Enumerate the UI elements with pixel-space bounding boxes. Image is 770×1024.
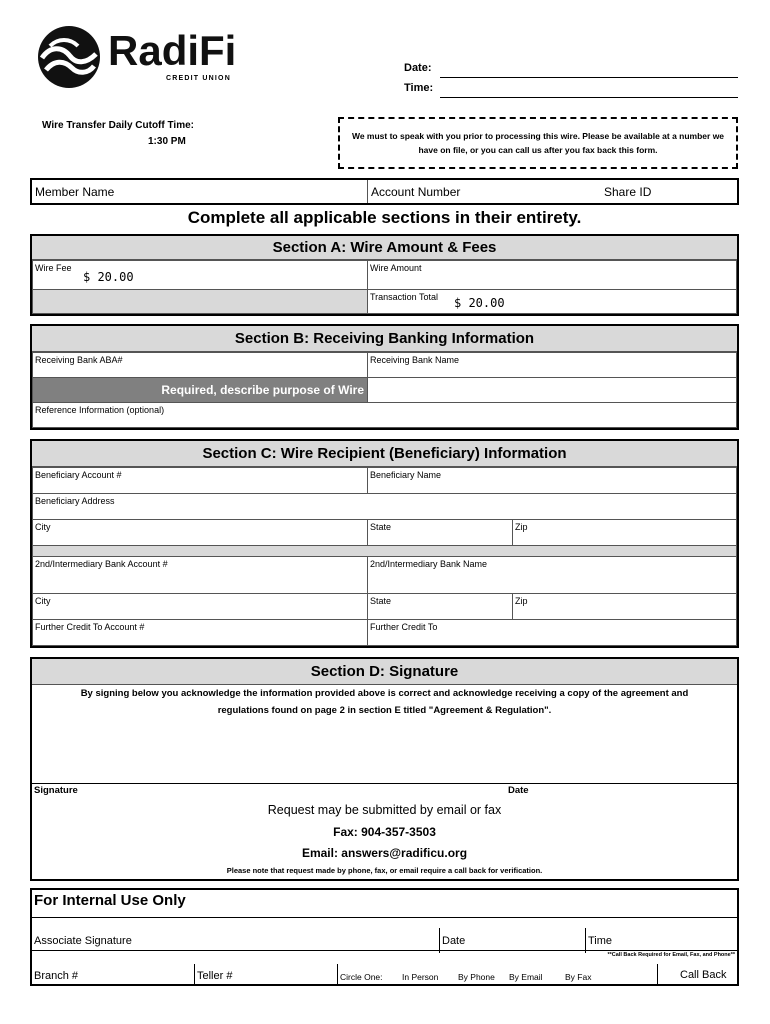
- reference-field[interactable]: [32, 402, 737, 428]
- intermediary-name-label: 2nd/Intermediary Bank Name: [370, 559, 488, 569]
- instruction-heading: Complete all applicable sections in their entirety.: [187, 208, 582, 227]
- beneficiary-address-field[interactable]: [32, 493, 737, 520]
- zip-field[interactable]: [512, 519, 737, 546]
- state-label: State: [370, 522, 392, 532]
- receiving-bank-name-label: Receiving Bank Name: [370, 355, 460, 365]
- wire-fee-value: $ 20.00: [83, 270, 134, 284]
- call-back-label: Call Back: [680, 969, 727, 981]
- option-by-phone[interactable]: By Phone: [458, 972, 495, 982]
- city2-field[interactable]: [32, 593, 368, 620]
- notice-line-1: We must to speak with you prior to processing this wire. Please be available at a number we: [351, 131, 725, 141]
- receiving-aba-field[interactable]: [32, 352, 368, 378]
- circle-one-label: Circle One:: [340, 972, 383, 982]
- receiving-aba-label: Receiving Bank ABA#: [35, 355, 123, 365]
- option-by-fax[interactable]: By Fax: [565, 972, 592, 982]
- wire-fee-label: Wire Fee: [35, 263, 72, 273]
- signature-label: Signature: [34, 785, 78, 796]
- purpose-field[interactable]: [367, 377, 737, 403]
- state-field[interactable]: [367, 519, 513, 546]
- date-field[interactable]: [440, 77, 738, 78]
- wire-amount-label: Wire Amount: [370, 263, 422, 273]
- account-number-label: Account Number: [371, 185, 461, 199]
- logo-subtitle: CREDIT UNION: [166, 75, 231, 82]
- state2-label: State: [370, 596, 392, 606]
- section-a: [30, 234, 739, 316]
- transaction-total-label: Transaction Total: [370, 292, 439, 302]
- branch-label: Branch #: [34, 970, 79, 982]
- further-credit-account-field[interactable]: [32, 619, 368, 646]
- member-name-label: Member Name: [35, 185, 115, 199]
- transaction-total-field[interactable]: [367, 289, 737, 314]
- share-id-label: Share ID: [604, 185, 652, 199]
- further-credit-account-label: Further Credit To Account #: [35, 622, 145, 632]
- purpose-label: Required, describe purpose of Wire: [161, 383, 364, 397]
- receiving-bank-name-field[interactable]: [367, 352, 737, 378]
- section-a-title: Section A: Wire Amount & Fees: [32, 236, 737, 260]
- email-line: Email: answers@radificu.org: [301, 846, 468, 860]
- further-credit-label: Further Credit To: [370, 622, 438, 632]
- intermediary-account-label: 2nd/Intermediary Bank Account #: [35, 559, 168, 569]
- transaction-total-value: $ 20.00: [454, 296, 505, 310]
- logo-name: RadiFi: [108, 27, 237, 74]
- verification-note: Please note that request made by phone, fax, or email require a call back for verification.: [226, 866, 543, 875]
- cutoff-time: 1:30 PM: [148, 136, 186, 147]
- acknowledgement-line-1: By signing below you acknowledge the information provided above is correct and acknowledge receiving a copy of the agreement and: [80, 688, 689, 699]
- wire-fee-field[interactable]: [32, 260, 368, 290]
- state2-field[interactable]: [367, 593, 513, 620]
- notice-box: [338, 117, 738, 169]
- further-credit-field[interactable]: [367, 619, 737, 646]
- internal-use-section: [30, 888, 739, 986]
- date-label: Date:: [404, 62, 432, 74]
- beneficiary-address-label: Beneficiary Address: [35, 496, 115, 506]
- internal-date-label: Date: [442, 935, 466, 947]
- option-in-person[interactable]: In Person: [402, 972, 439, 982]
- section-c: [30, 439, 739, 648]
- city2-label: City: [35, 596, 51, 606]
- callback-required-note: **Call Back Required for Email, Fax, and Phone**: [607, 952, 735, 958]
- intermediary-name-field[interactable]: [367, 556, 737, 594]
- section-b-title: Section B: Receiving Banking Information: [32, 326, 737, 352]
- beneficiary-account-label: Beneficiary Account #: [35, 470, 122, 480]
- submit-instruction: Request may be submitted by email or fax: [267, 803, 502, 817]
- internal-time-label: Time: [588, 935, 613, 947]
- beneficiary-name-field[interactable]: [367, 467, 737, 494]
- beneficiary-name-label: Beneficiary Name: [370, 470, 442, 480]
- acknowledgement-line-2: regulations found on page 2 in section E titled "Agreement & Regulation".: [217, 705, 552, 716]
- zip-label: Zip: [515, 522, 528, 532]
- beneficiary-account-field[interactable]: [32, 467, 368, 494]
- option-by-email[interactable]: By Email: [509, 972, 543, 982]
- section-c-title: Section C: Wire Recipient (Beneficiary) Information: [32, 441, 737, 467]
- section-d-title: Section D: Signature: [32, 659, 737, 685]
- section-a-blank: [32, 289, 368, 314]
- reference-label: Reference Information (optional): [35, 405, 165, 415]
- city-field[interactable]: [32, 519, 368, 546]
- purpose-label-cell: [32, 377, 368, 403]
- zip2-field[interactable]: [512, 593, 737, 620]
- time-label: Time:: [404, 82, 434, 94]
- teller-label: Teller #: [197, 970, 233, 982]
- notice-line-2: have on file, or you can call us after you fax back this form.: [418, 145, 658, 155]
- radifi-logo-icon: [36, 24, 102, 90]
- wire-amount-field[interactable]: [367, 260, 737, 290]
- associate-signature-label: Associate Signature: [34, 935, 132, 947]
- fax-line: Fax: 904-357-3503: [333, 825, 436, 839]
- section-b: [30, 324, 739, 430]
- cutoff-label: Wire Transfer Daily Cutoff Time:: [42, 120, 194, 131]
- member-row: [30, 178, 739, 205]
- section-d: [30, 657, 739, 881]
- city-label: City: [35, 522, 51, 532]
- intermediary-account-field[interactable]: [32, 556, 368, 594]
- signature-field[interactable]: [32, 719, 737, 784]
- zip2-label: Zip: [515, 596, 528, 606]
- signature-date-label: Date: [508, 785, 529, 796]
- internal-use-title: For Internal Use Only: [34, 892, 186, 909]
- time-field[interactable]: [440, 97, 738, 98]
